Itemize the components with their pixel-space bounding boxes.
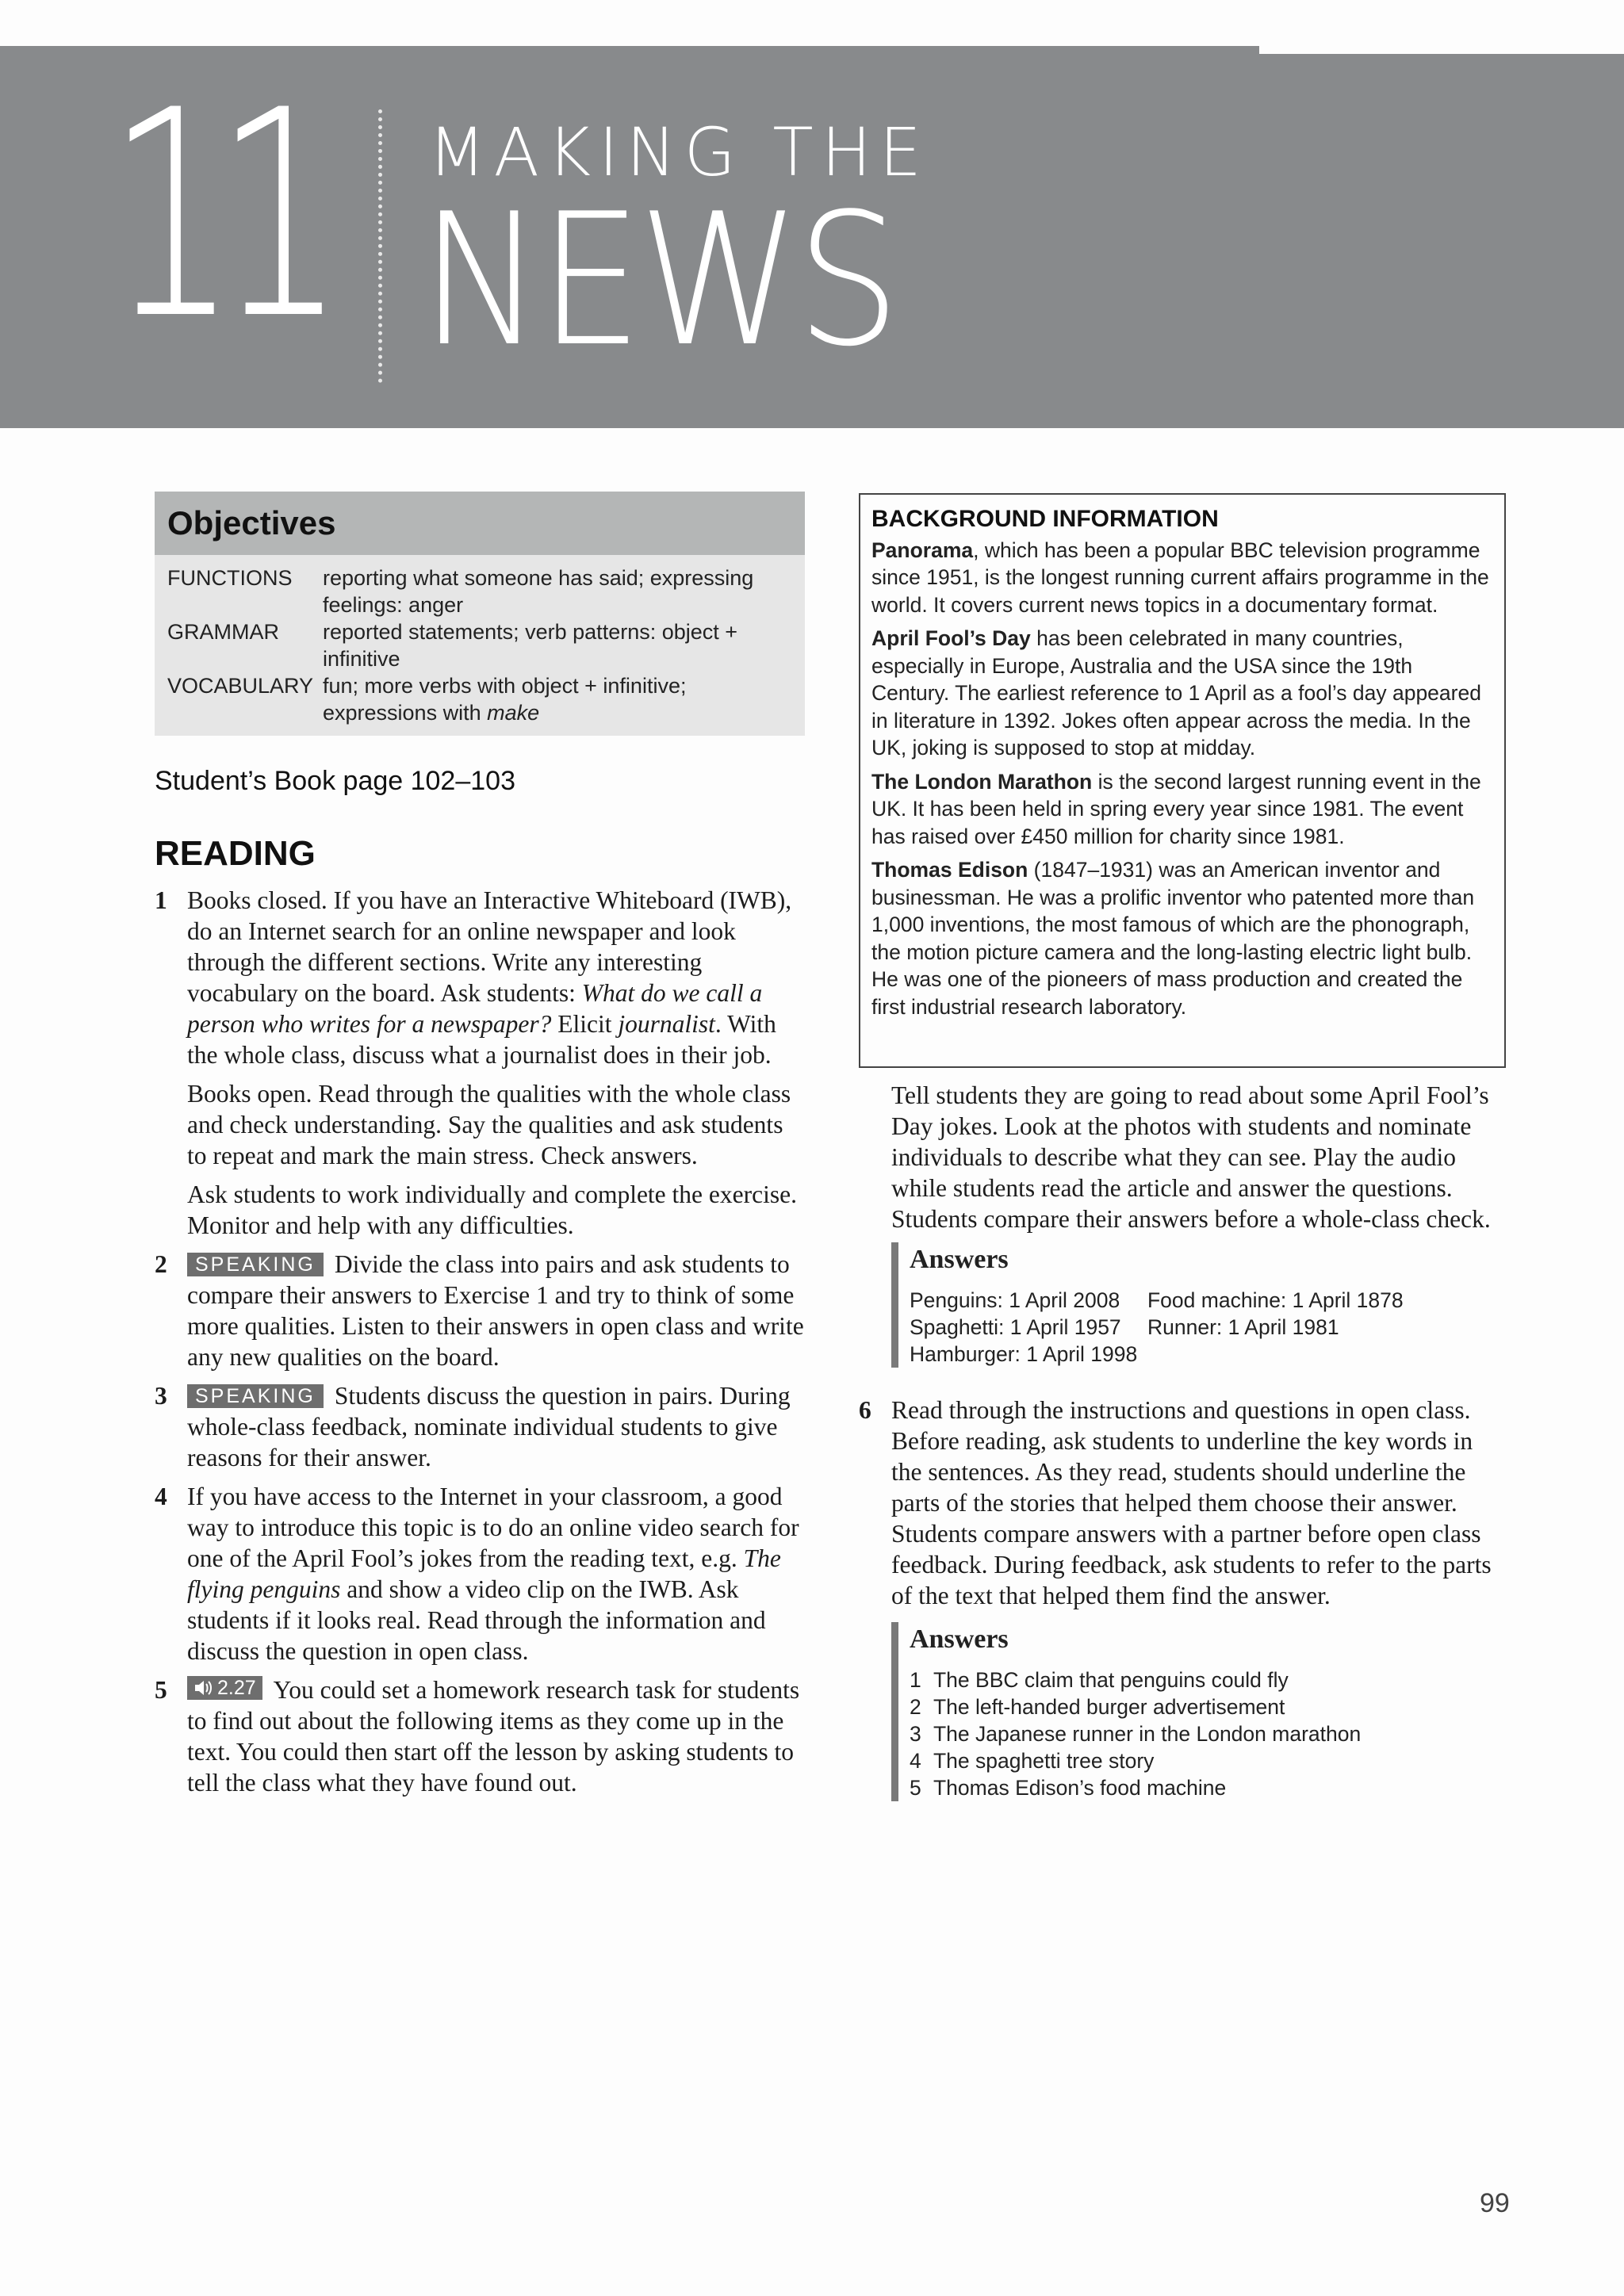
exercise-number: 3	[155, 1382, 167, 1410]
answers-5	[859, 1242, 1509, 1368]
background-information-box	[859, 493, 1506, 1068]
background-item: The London Marathon is the second largest running event in the UK. It has been held in spring every year since 1981. The event has raised over £450 million for charity since 1981.	[871, 769, 1481, 848]
objective-key: FUNCTIONS	[167, 566, 293, 590]
background-title: BACKGROUND INFORMATION	[871, 506, 1219, 532]
exercise-number: 5	[155, 1676, 167, 1704]
page-number: 99	[1480, 2188, 1510, 2218]
objective-value: reporting what someone has said; expressing feelings: anger	[323, 566, 754, 617]
objective-row	[167, 618, 792, 672]
audio-track-tag[interactable]: 2.27	[187, 1676, 262, 1700]
chapter-number: 11	[107, 49, 324, 381]
exercise-1	[155, 885, 805, 1241]
answer-row: Spaghetti: 1 April 1957 Runner: 1 April 1981	[910, 1315, 1339, 1339]
background-item: April Fool’s Day has been celebrated in many countries, especially in Europe, Australia and the USA since the 19th Century. The earliest reference to 1 April as a fool’s day appeared in literature in 1392. Jokes often appear across the media. In the UK, joking is supposed to stop at midday.	[871, 626, 1481, 760]
answer-row: 3 The Japanese runner in the London marathon	[910, 1722, 1362, 1746]
objective-value: reported statements; verb patterns: object + infinitive	[323, 620, 738, 671]
right-column	[859, 1080, 1509, 1809]
section-title: READING	[155, 834, 316, 873]
answer-row: Hamburger: 1 April 1998	[910, 1342, 1138, 1366]
objective-key: VOCABULARY	[167, 674, 314, 698]
answers-title: Answers	[910, 1245, 1009, 1274]
banner-tab-cutout	[1259, 0, 1624, 54]
answer-row: 1 The BBC claim that penguins could fly	[910, 1668, 1289, 1692]
objective-row	[167, 672, 792, 726]
chapter-kicker: MAKING THE	[428, 113, 929, 191]
exercise-number: 6	[859, 1396, 871, 1424]
objectives-box	[155, 492, 805, 736]
speaking-tag: SPEAKING	[187, 1384, 324, 1408]
exercise-6	[859, 1395, 1509, 1611]
exercise-5-continuation	[859, 1080, 1509, 1234]
speaker-icon	[193, 1679, 214, 1697]
chapter-divider	[378, 109, 382, 383]
background-item: Panorama, which has been a popular BBC television programme since 1951, is the longest running current affairs programme in the world. It covers current news topics in a documentary format.	[871, 538, 1489, 617]
answer-row: 2 The left-handed burger advertisement	[910, 1695, 1285, 1719]
exercise-paragraph: Read through the instructions and questions in open class. Before reading, ask students to underline the key words in the sentences. As they read, students should underline the parts of the stories that helped them choose their answer. Students compare answers with a partner before open class feedback. During feedback, ask students to refer to the parts of the text that helped them find the answer.	[891, 1396, 1492, 1609]
exercise-number: 2	[155, 1250, 167, 1278]
left-column	[155, 885, 805, 1806]
objective-key: GRAMMAR	[167, 620, 279, 644]
answer-row: 5 Thomas Edison’s food machine	[910, 1776, 1227, 1800]
exercise-3: 3 SPEAKING Students discuss the question in pairs. During whole-class feedback, nominate individual students to give reasons for their answer.	[155, 1382, 791, 1471]
exercise-paragraph: Books closed. If you have an Interactive Whiteboard (IWB), do an Internet search for an online newspaper and look through the different sections. Write any interesting vocabulary on the board. Ask students: What do we call a person who writes for a newspaper? Elicit journalist. With the whole class, discuss what a journalist does in their job.	[187, 886, 792, 1069]
objectives-title: Objectives	[155, 492, 805, 555]
chapter-headline: NEWS	[420, 175, 897, 387]
exercise-paragraph: Tell students they are going to read about some April Fool’s Day jokes. Look at the photos with students and nominate individuals to describe what they can see. Play the audio while students read the article and answer the questions. Students compare their answers before a whole-class check.	[891, 1081, 1491, 1233]
exercise-paragraph: Books open. Read through the qualities with the whole class and check understanding. Say the qualities and ask students to repeat and mark the main stress. Check answers.	[187, 1080, 791, 1169]
exercise-5: 5 2.27 You could set a homework research task for students to find out about the following items as they come up in the text. You could then start off the lesson by asking students to tell the class what they have found out.	[155, 1676, 800, 1797]
exercise-4: 4 If you have access to the Internet in your classroom, a good way to introduce this topic is to do an online video search for one of the April Fool’s jokes from the reading text, e.g. The flying penguins and show a video clip on the IWB. Ask students if it looks real. Read through the information and discuss the question in open class.	[155, 1483, 799, 1665]
page-reference: Student’s Book page 102–103	[155, 766, 515, 796]
objective-value: fun; more verbs with object + infinitive; expressions with make	[323, 674, 687, 725]
objective-row	[167, 564, 792, 618]
exercise-number: 1	[155, 886, 167, 914]
exercise-number: 4	[155, 1483, 167, 1510]
answer-row: Penguins: 1 April 2008 Food machine: 1 April 1878	[910, 1288, 1404, 1312]
exercise-paragraph: Ask students to work individually and complete the exercise. Monitor and help with any difficulties.	[187, 1181, 797, 1239]
answers-title: Answers	[910, 1624, 1009, 1654]
exercise-2: 2 SPEAKING Divide the class into pairs and ask students to compare their answers to Exercise 1 and try to think of some more qualities. Listen to their answers in open class and write any new qualities on the board.	[155, 1250, 804, 1371]
answers-6	[859, 1622, 1509, 1801]
background-item: Thomas Edison (1847–1931) was an American inventor and businessman. He was a prolific inventor who patented more than 1,000 inventions, the most famous of which are the phonograph, the motion picture camera and the long-lasting electric light bulb. He was one of the pioneers of mass production and created the first industrial research laboratory.	[871, 858, 1475, 1019]
speaking-tag: SPEAKING	[187, 1253, 324, 1276]
answer-row: 4 The spaghetti tree story	[910, 1749, 1155, 1773]
